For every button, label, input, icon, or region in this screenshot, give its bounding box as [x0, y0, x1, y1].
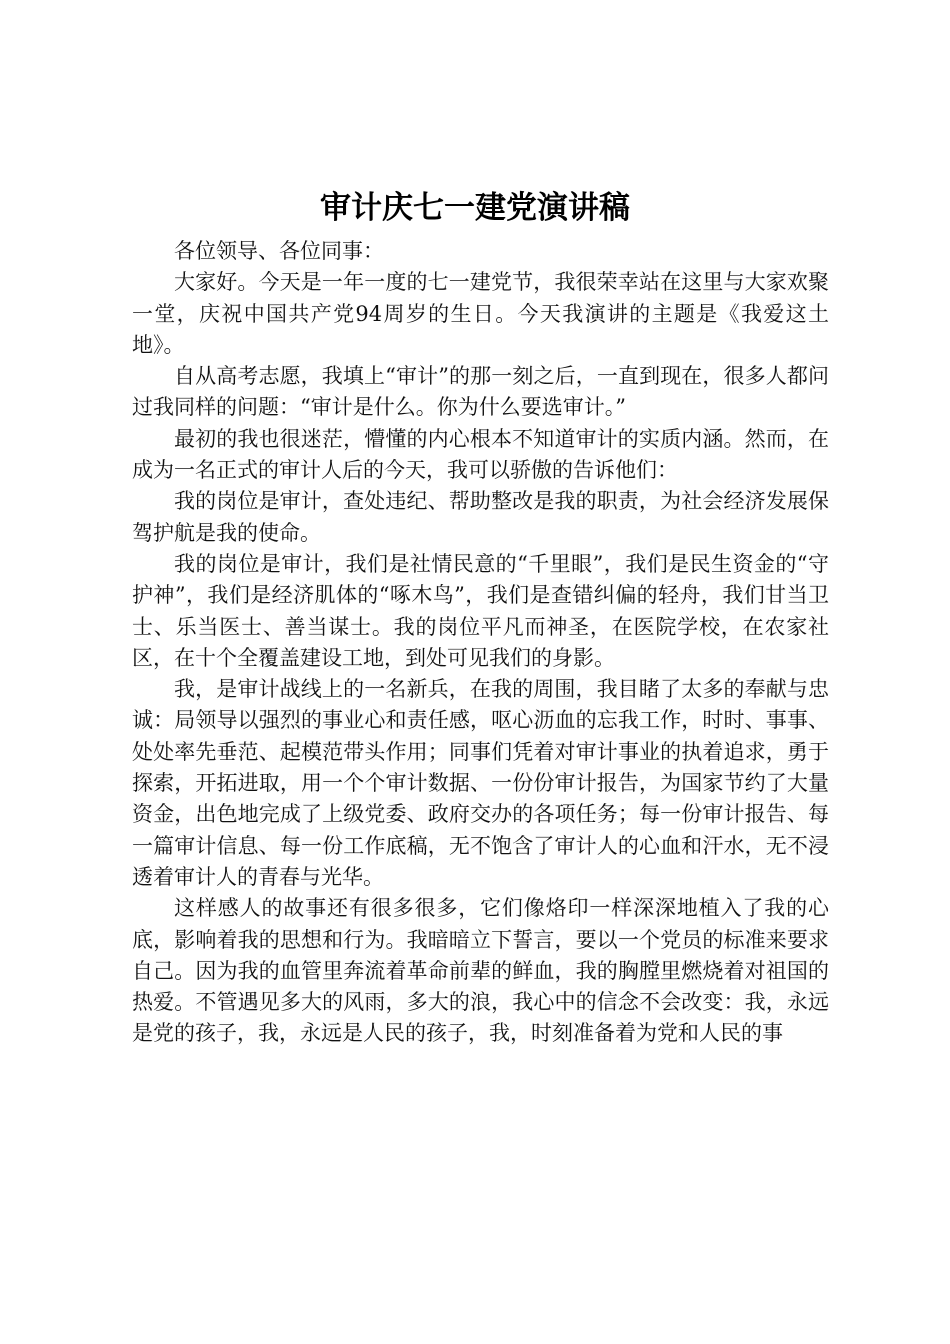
paragraph-confusion: 最初的我也很迷茫，懵懂的内心根本不知道审计的实质内涵。然而，在成为一名正式的审计人后的今天，我可以骄傲的告诉他们：	[132, 426, 829, 483]
paragraph-role: 我的岗位是审计，我们是社情民意的“千里眼”，我们是民生资金的“守护神”，我们是经济肌体的“啄木鸟”，我们是查错纠偏的轻舟，我们甘当卫士、乐当医士、善当谋士。我的岗位平凡而神圣，在医院学校，在农家社区，在十个全覆盖建设工地，到处可见我们的身影。	[132, 551, 829, 670]
paragraph-duty: 我的岗位是审计，查处违纪、帮助整改是我的职责，为社会经济发展保驾护航是我的使命。	[132, 489, 829, 545]
paragraph-question: 自从高考志愿，我填上“审计”的那一刻之后，一直到现在，很多人都问过我同样的问题：“审计是什么。你为什么要选审计。”	[132, 364, 829, 420]
paragraph-greeting: 大家好。今天是一年一度的七一建党节，我很荣幸站在这里与大家欢聚一堂，庆祝中国共产党94周岁的生日。今天我演讲的主题是《我爱这土地》。	[132, 270, 829, 357]
document-title: 审计庆七一建党演讲稿	[320, 190, 630, 226]
document-body	[132, 236, 829, 1050]
salutation: 各位领导、各位同事：	[174, 239, 384, 263]
paragraph-vow: 这样感人的故事还有很多很多，它们像烙印一样深深地植入了我的心底，影响着我的思想和行为。我暗暗立下誓言，要以一个党员的标准来要求自己。因为我的血管里奔流着革命前辈的鲜血，我的胸膛里燃烧着对祖国的热爱。不管遇见多大的风雨，多大的浪，我心中的信念不会改变：我，永远是党的孩子，我，永远是人民的孩子，我，时刻准备着为党和人民的事	[132, 896, 829, 1046]
paragraph-dedication: 我，是审计战线上的一名新兵，在我的周围，我目睹了太多的奉献与忠诚：局领导以强烈的事业心和责任感，呕心沥血的忘我工作，时时、事事、处处率先垂范、起模范带头作用；同事们凭着对审计事业的执着追求，勇于探索，开拓进取，用一个个审计数据、一份份审计报告，为国家节约了大量资金，出色地完成了上级党委、政府交办的各项任务；每一份审计报告、每一篇审计信息、每一份工作底稿，无不饱含了审计人的心血和汗水，无不浸透着审计人的青春与光华。	[132, 677, 829, 889]
